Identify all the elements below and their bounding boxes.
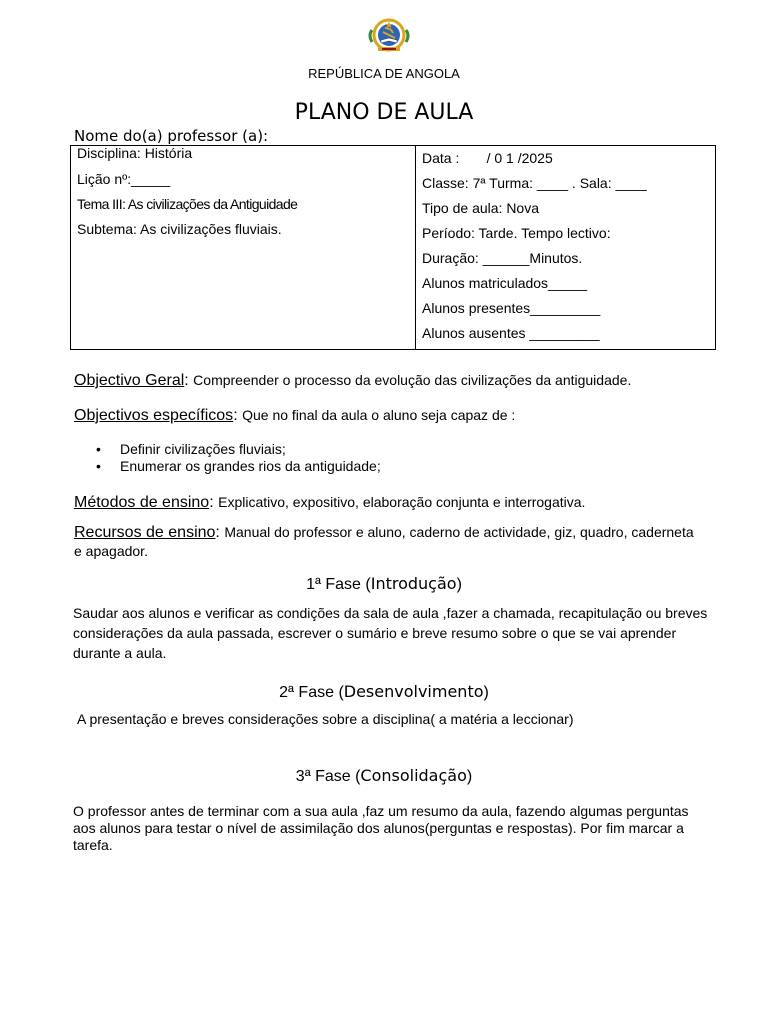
recursos-ensino: Recursos de ensino: Manual do professor e aluno, caderno de actividade, giz, quadro, caderneta e apagador. [74, 524, 694, 559]
subtema-line: Subtema: As civilizações fluviais. [77, 221, 282, 237]
disciplina-line: Disciplina: História [77, 145, 193, 161]
list-item: • Definir civilizações fluviais; [96, 441, 381, 458]
fase-1-text: Saudar aos alunos e verificar as condições da sala de aula ,fazer a chamada, recapitulação ou breves considerações da aula passada, escrever o sumário e breve resumo sobre o que se vai aprender durante a aula. [73, 605, 708, 661]
objectivos-list [96, 441, 381, 475]
tipo-aula-line: Tipo de aula: Nova [422, 200, 539, 216]
metodos-label: Métodos de ensino [74, 494, 210, 511]
fase-2-text: A presentação e breves considerações sobre a disciplina( a matéria a leccionar) [77, 711, 574, 727]
objectivos-especificos: Objectivos específicos: Que no final da aula o aluno seja capaz de : [74, 407, 516, 424]
objectivos-especificos-text: Que no final da aula o aluno seja capaz de : [242, 407, 516, 423]
list-item: • Enumerar os grandes rios da antiguidade; [96, 458, 381, 475]
data-line: Data : / 0 1 /2025 [422, 150, 553, 166]
recursos-label: Recursos de ensino [74, 524, 216, 541]
fase-1-heading: 1ª Fase (Introdução) [306, 574, 462, 593]
alunos-ausentes-line: Alunos ausentes _________ [422, 325, 600, 341]
metodos-text: Explicativo, expositivo, elaboração conjunta e interrogativa. [218, 494, 586, 510]
objectivos-especificos-label: Objectivos específicos [74, 407, 234, 424]
fase-2-heading: 2ª Fase (Desenvolvimento) [279, 682, 489, 701]
coat-of-arms-emblem [364, 18, 414, 52]
objectivo-geral: Objectivo Geral: Compreender o processo da evolução das civilizações da antiguidade. [74, 372, 632, 389]
professor-name-label: Nome do(a) professor (a): [74, 127, 269, 145]
alunos-matriculados-line: Alunos matriculados_____ [422, 275, 587, 291]
lesson-info-left-cell [71, 146, 416, 350]
alunos-presentes-line: Alunos presentes_________ [422, 300, 601, 316]
periodo-line: Período: Tarde. Tempo lectivo: [422, 225, 611, 241]
recursos-text: Manual do professor e aluno, caderno de actividade, giz, quadro, caderneta e apagador. [74, 524, 694, 559]
republic-name: REPÚBLICA DE ANGOLA [308, 66, 460, 81]
classe-line: Classe: 7ª Turma: ____ . Sala: ____ [422, 175, 647, 191]
tema-line: Tema III: As civilizações da Antiguidade [77, 196, 298, 212]
duracao-line: Duração: ______Minutos. [422, 250, 583, 266]
metodos-ensino: Métodos de ensino: Explicativo, expositivo, elaboração conjunta e interrogativa. [74, 494, 586, 511]
lesson-info-right-cell [416, 146, 716, 350]
lesson-info-table [70, 145, 716, 350]
licao-line: Lição nº:_____ [77, 171, 171, 187]
page-title: PLANO DE AULA [294, 100, 474, 125]
objectivo-geral-text: Compreender o processo da evolução das civilizações da antiguidade. [193, 372, 632, 388]
objectivo-geral-label: Objectivo Geral [74, 372, 185, 389]
fase-3-text: O professor antes de terminar com a sua aula ,faz um resumo da aula, fazendo algumas perguntas aos alunos para testar o nível de assimilação dos alunos(perguntas e respostas). Por fim marcar a tarefa. [73, 803, 689, 853]
fase-3-heading: 3ª Fase (Consolidação) [295, 766, 473, 785]
